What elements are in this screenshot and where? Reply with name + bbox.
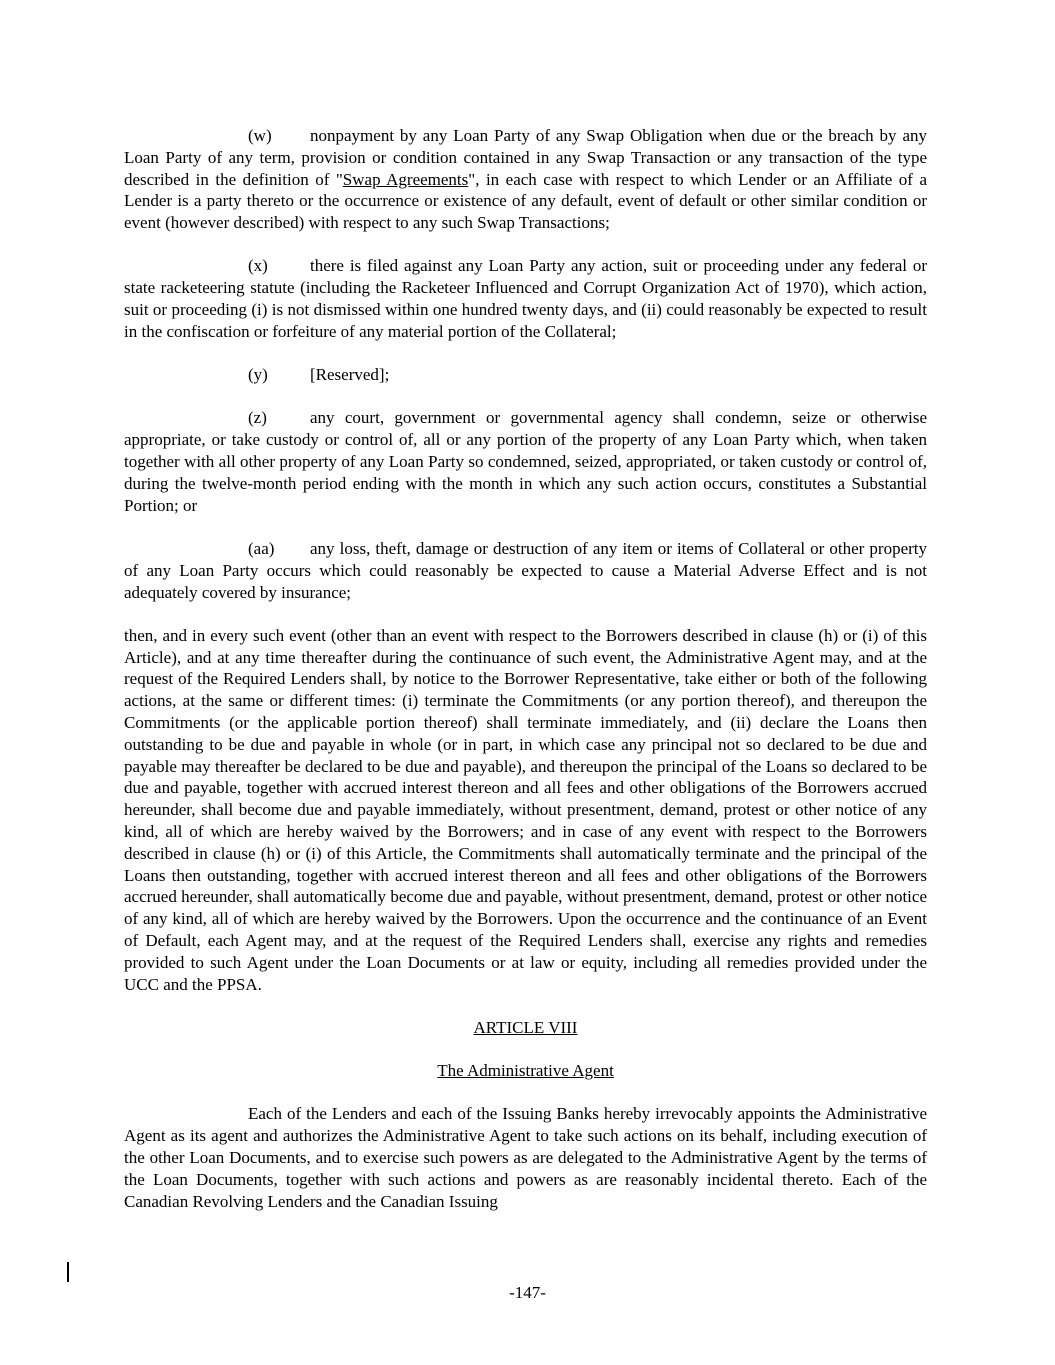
clause-text: [Reserved]; — [310, 365, 390, 385]
article-heading — [124, 1017, 927, 1039]
clause-y — [124, 364, 927, 386]
clause-label: (aa) — [248, 538, 275, 558]
article-paragraph — [124, 1103, 927, 1212]
clause-label: (x) — [248, 256, 268, 276]
clause-text: any court, government or governmental agency shall condemn, seize or otherwise appropriate, or take custody or control of, all or any portion of the property of any Loan Party which, when taken together with all other property of any Loan Party so condemned, seized, appropriated, or taken custody or control of, during the twelve-month period ending with the month in which any such action occurs, constitutes a Substantial Portion; or — [124, 408, 927, 515]
defined-term-link: Swap Agreements — [342, 169, 469, 189]
revision-change-bar — [67, 1262, 69, 1282]
remedies-paragraph: then, and in every such event (other than an event with respect to the Borrowers described in clause (h) or (i) of this Article), and at any time thereafter during the continuance of such event, the Administrative Agent may, and at the request of the Required Lenders shall, by notice to the Borrower Representative, take either or both of the following actions, at the same or different times: (i) terminate the Commitments (or any portion thereof), and thereupon the Commitments (or the applicable portion thereof) shall terminate immediately, and (ii) declare the Loans then outstanding to be due and payable in whole (or in part, in which case any principal not so declared to be due and payable may thereafter be declared to be due and payable), and thereupon the principal of the Loans so declared to be due and payable, together with accrued interest thereon and all fees and other obligations of the Borrowers accrued hereunder, shall become due and payable immediately, without presentment, demand, protest or other notice of any kind, all of which are hereby waived by the Borrowers; and in case of any event with respect to the Borrowers described in clause (h) or (i) of this Article, the Commitments shall automatically terminate and the principal of the Loans then outstanding, together with accrued interest thereon and all fees and other obligations of the Borrowers accrued hereunder, shall automatically become due and payable, without presentment, demand, protest or other notice of any kind, all of which are hereby waived by the Borrowers. Upon the occurrence and the continuance of an Event of Default, each Agent may, and at the request of the Required Lenders shall, exercise any rights and remedies provided to such Agent under the Loan Documents or at law or equity, including all remedies provided under the UCC and the PPSA. — [124, 625, 927, 994]
document-page — [124, 125, 927, 1234]
article-paragraph-text: Each of the Lenders and each of the Issuing Banks hereby irrevocably appoints the Administrative Agent as its agent and authorizes the Administrative Agent to take such actions on its behalf, including execution of the other Loan Documents, and to exercise such powers as are delegated to the Administrative Agent by the terms of the Loan Documents, together with such actions and powers as are reasonably incidental thereto. Each of the Canadian Revolving Lenders and the Canadian Issuing — [124, 1104, 927, 1211]
clause-w — [124, 125, 927, 234]
page-number: -147- — [509, 1283, 546, 1302]
clause-text-part: nonpayment by any Loan Party of any Swap Obligation when due or the breach by any Loan Party of any term, provision or condition contained in any Swap Transaction or any transaction of the type described in the definition of " — [124, 126, 927, 189]
clause-label: (z) — [248, 408, 267, 428]
clause-x — [124, 255, 927, 342]
clause-label: (y) — [248, 365, 268, 385]
clause-text-part: ", in each case with respect to which Lender or an Affiliate of a Lender is a party thereto or the occurrence or existence of any default, event of default or other similar condition or event (however described) with respect to any such Swap Transactions; — [124, 169, 927, 233]
clause-aa — [124, 538, 927, 603]
clause-z — [124, 407, 927, 516]
article-title-text: The Administrative Agent — [437, 1061, 614, 1081]
article-heading-text: ARTICLE VIII — [473, 1017, 578, 1037]
clause-label: (w) — [248, 126, 272, 145]
article-title — [124, 1060, 927, 1082]
clause-text: there is filed against any Loan Party any action, suit or proceeding under any federal or state racketeering statute (including the Racketeer Influenced and Corrupt Organization Act of 1970), which action, suit or proceeding (i) is not dismissed within one hundred twenty days, and (ii) could reasonably be expected to result in the confiscation or forfeiture of any material portion of the Collateral; — [124, 256, 927, 341]
clause-text: any loss, theft, damage or destruction of any item or items of Collateral or other property of any Loan Party occurs which could reasonably be expected to cause a Material Adverse Effect and is not adequately covered by insurance; — [124, 538, 927, 602]
